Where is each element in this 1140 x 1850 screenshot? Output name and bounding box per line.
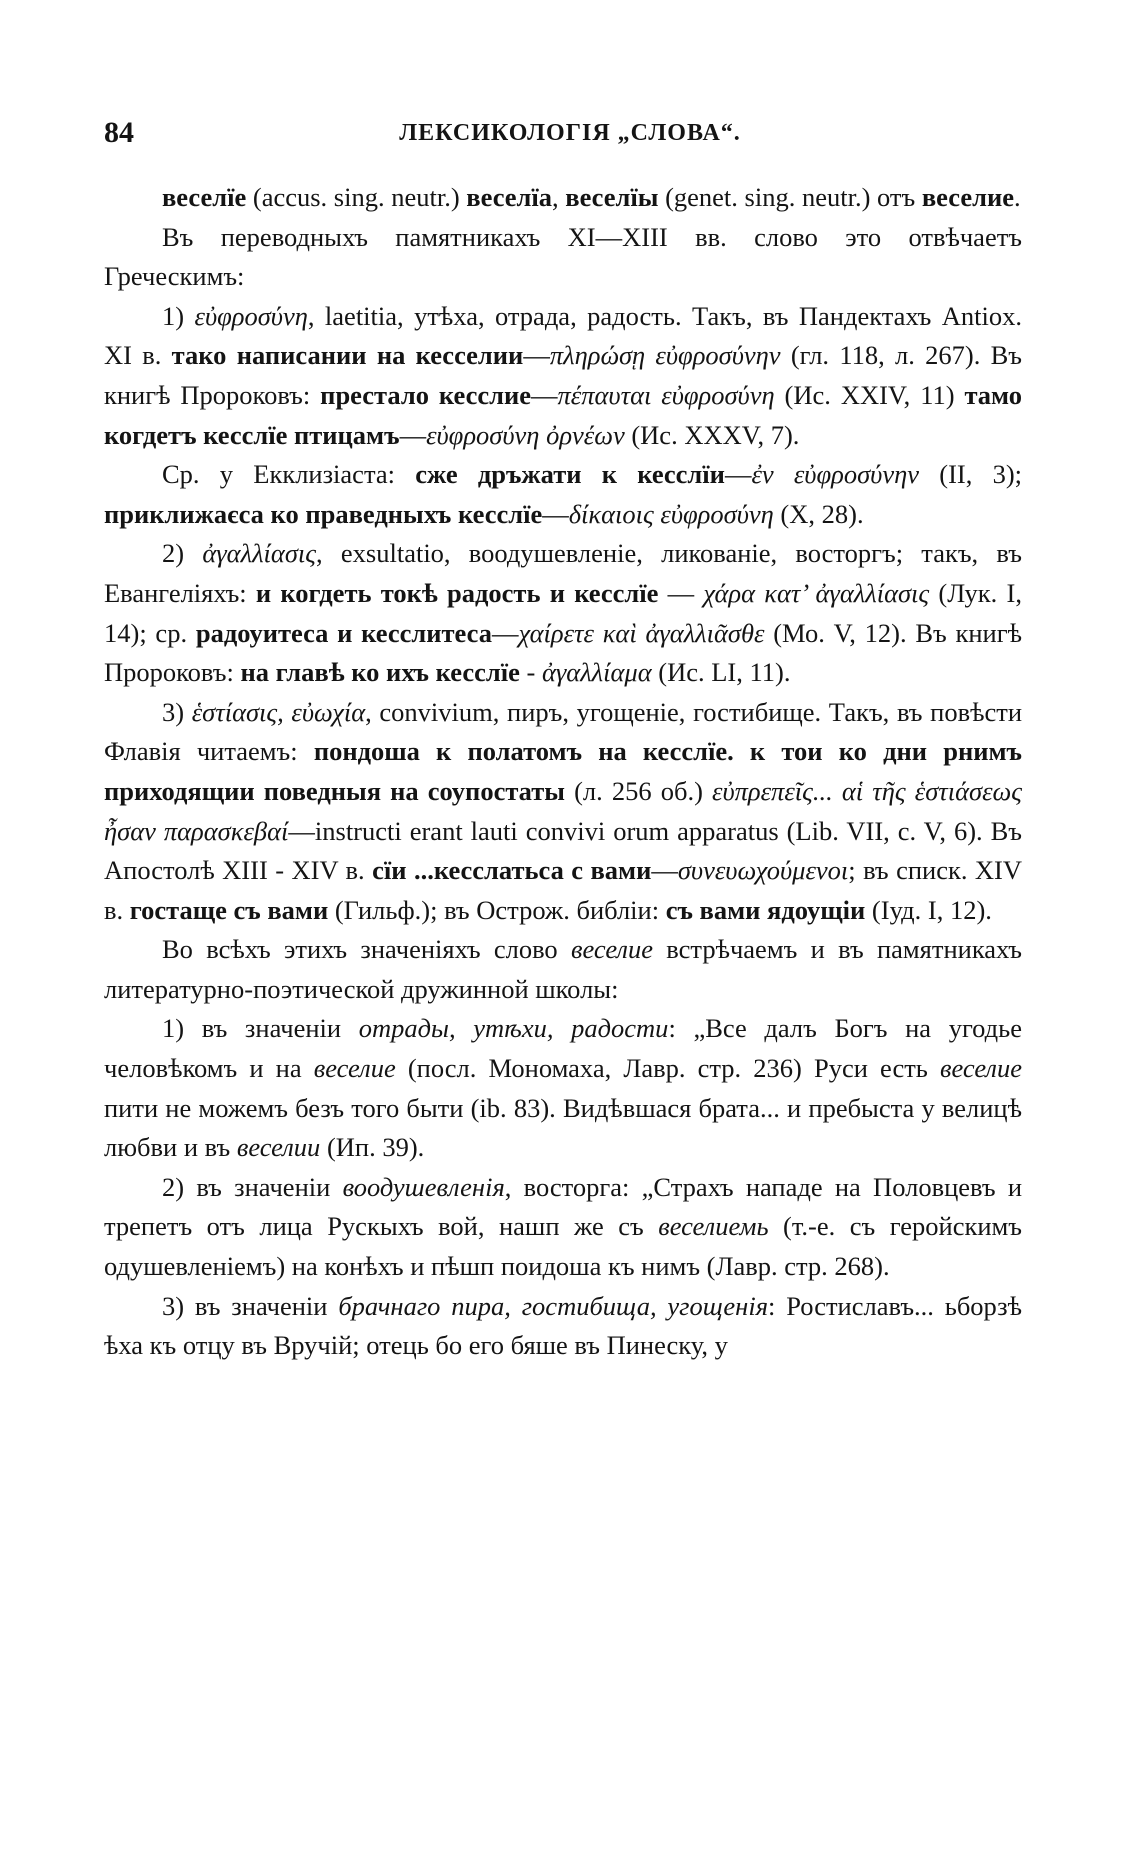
text-run: (X, 28).	[773, 498, 864, 529]
page-header	[104, 116, 1036, 156]
text-run: 2)	[162, 538, 203, 569]
greek-term: χάρα κατ’ ἀγαλλίασις	[703, 577, 930, 608]
text-run: 3) въ значеніи	[162, 1290, 339, 1321]
text-run: (т.-е. съ геройскимъ одушевленіемъ) на конѣхъ и пѣшп поидоша къ нимъ (Лавр. стр. 268).	[104, 1211, 1023, 1282]
greek-term: δίκαιοις εὐφροσύνη	[568, 498, 774, 529]
church-slavonic-quote: радоуитеса и кесслитеса	[195, 617, 492, 648]
text-run: (accus. sing. neutr.)	[246, 182, 467, 212]
greek-term: πέπαυται εὐφροσύνη	[557, 379, 775, 410]
church-slavonic-quote: пондоша к полатомъ на кесслїе. к тои ко дни рнимъ приходящии поведныя на соупостаты	[104, 736, 1022, 806]
greek-term: ἀγαλλίαμα	[541, 657, 652, 688]
text-run: —instructi erant lauti convivi orum apparatus (Lib. VII, c. V, 6). Въ Апостолѣ XIII - XIV в.	[104, 815, 1023, 886]
text-run: (genet. sing. neutr.) отъ	[658, 182, 922, 212]
greek-term: εὐφροσύνη ὀρνέων	[426, 419, 625, 450]
text-run: —	[542, 498, 569, 529]
church-slavonic-quote: престало кесслие	[320, 379, 532, 410]
greek-term: πληρώσῃ εὐφροσύνην	[549, 340, 781, 371]
emphasis-term: брачнаго пира, гостибища, угощенія	[338, 1290, 769, 1321]
text-run: —	[724, 459, 752, 490]
greek-term: εὐφροσύνη	[194, 300, 308, 331]
emphasis-term: отрады, утѣхи, радости	[358, 1013, 669, 1044]
church-slavonic-quote: тако написании на кесселии	[171, 340, 524, 371]
paragraph-headword-entry	[104, 178, 1022, 218]
church-slavonic-quote: тамо когдетъ кесслїе птицамъ	[104, 379, 1022, 450]
church-slavonic-quote: веселїа	[466, 182, 553, 212]
text-run: ; въ списк. XIV в.	[104, 855, 1022, 925]
text-run: (Мо. V, 12). Въ книгѣ Пророковъ:	[104, 617, 1022, 688]
church-slavonic-quote: веселие	[921, 182, 1014, 212]
text-run: 1)	[162, 300, 195, 331]
paragraph-translation-intro	[104, 218, 1022, 297]
church-slavonic-quote: на главѣ ко ихъ кесслїе	[240, 657, 520, 688]
text-run: —	[658, 577, 704, 608]
text-run: , convivium, пиръ, угощеніе, гостибище. Такъ, въ повѣсти Флавія читаемъ:	[104, 696, 1022, 767]
text-run: : „Все далъ Богъ на угодье человѣкомъ и на	[104, 1013, 1022, 1084]
church-slavonic-quote: и когдеть токѣ радость и кесслїе	[255, 577, 659, 608]
text-run: -	[519, 657, 542, 688]
text-run: (Ис. XXIV, 11)	[774, 379, 965, 410]
text-run: .	[1014, 182, 1021, 212]
text-run: —	[651, 855, 678, 886]
emphasis-term: воодушевленія	[342, 1171, 505, 1202]
text-run: —	[491, 617, 519, 648]
church-slavonic-quote: приклижаєса ко праведныхъ кесслїе	[104, 498, 543, 529]
text-run: (Ис. XXXV, 7).	[624, 419, 800, 450]
text-run: (посл. Мономаха, Лавр. стр. 236) Руси есть	[395, 1053, 940, 1084]
text-run: —	[399, 419, 427, 450]
paragraph-ecclesiastes-ref	[104, 455, 1022, 534]
church-slavonic-quote: сже дръжати к кесслїи	[415, 459, 725, 490]
emphasis-term: веселиемь	[658, 1211, 769, 1242]
greek-term: εὐπρεπεῖς... αἱ τῆς ἑστιάσεως ἦσαν παρασκεβαί	[104, 775, 1023, 846]
running-title: ЛЕКСИКОЛОГІЯ „СЛОВА“.	[399, 120, 741, 146]
emphasis-term: веселие	[313, 1053, 396, 1084]
text-run: , laetitia, утѣха, отрада, радость. Такъ, въ Пандектахъ Antioх. XI в.	[104, 300, 1022, 371]
text-run: пити не можемъ безъ того быти (ib. 83). Видѣвшася брата... и пребыста у велицѣ любви и въ	[104, 1092, 1022, 1163]
text-run: —	[523, 340, 550, 371]
paragraph-sense-2	[104, 534, 1022, 692]
greek-term: χαίρετε καὶ ἀγαλλιᾶσθε	[518, 617, 765, 648]
text-run: (Ис. LI, 11).	[651, 657, 791, 688]
emphasis-term: веселие	[570, 934, 653, 965]
paragraph-meaning-1	[104, 1009, 1022, 1167]
church-slavonic-quote: веселїы	[565, 182, 659, 212]
text-run: , восторга: „Страхъ нападе на Половцевъ и трепетъ отъ лица Рускыхъ вой, нашп же съ	[104, 1171, 1023, 1242]
paragraph-sense-1	[104, 297, 1022, 455]
text-run: (Лук. I, 14); ср.	[104, 577, 1022, 648]
text-run: встрѣчаемъ и въ памятникахъ литературно-поэтической дружинной школы:	[104, 934, 1022, 1004]
greek-term: ἑστίασις, εὐωχία	[191, 696, 366, 727]
page-number: 84	[104, 116, 134, 149]
text-run: (Іуд. I, 12).	[865, 894, 992, 925]
text-run: (II, 3);	[919, 459, 1023, 490]
text-run: , exsultatio, воодушевленіе, ликованіе, восторгъ; такъ, въ Евангеліяхъ:	[104, 538, 1022, 608]
church-slavonic-quote: съ вами ядоущіи	[665, 894, 866, 925]
text-run: ,	[552, 182, 566, 212]
text-run: 2) въ значеніи	[162, 1171, 343, 1202]
text-run: —	[531, 379, 558, 410]
church-slavonic-quote: веселїе	[162, 182, 247, 212]
paragraph-druzhina-intro	[104, 930, 1022, 1009]
emphasis-term: веселии	[236, 1132, 321, 1163]
paragraph-meaning-2	[104, 1168, 1022, 1287]
greek-term: συνευωχούμενοι	[677, 855, 849, 886]
greek-term: ἀγαλλίασις	[202, 538, 317, 569]
body-text	[104, 178, 1022, 1366]
church-slavonic-quote: гостаще съ вами	[129, 894, 329, 925]
text-run: Во всѣхъ этихъ значеніяхъ слово	[162, 934, 571, 965]
paragraph-sense-3	[104, 693, 1022, 931]
text-run: (Ип. 39).	[320, 1132, 425, 1163]
text-run: 3)	[162, 696, 192, 727]
text-run: (гл. 118, л. 267). Въ книгѣ Пророковъ:	[104, 340, 1022, 410]
text-run: 1) въ значеніи	[162, 1013, 359, 1044]
paragraph-meaning-3	[104, 1287, 1022, 1366]
greek-term: ἐν εὐφροσύνην	[751, 459, 920, 490]
text-run: Ср. у Екклизіаста:	[162, 459, 416, 490]
emphasis-term: веселие	[940, 1053, 1022, 1084]
text-run: Въ переводныхъ памятникахъ XI—XIII вв. слово это отвѣчаетъ Греческимъ:	[104, 221, 1022, 292]
church-slavonic-quote: сїи ...кесслатьса с вами	[372, 855, 652, 886]
text-run: (Гильф.); въ Острож. библіи:	[328, 894, 666, 925]
text-run: : Ростиславъ... ьборзѣ ѣха къ отцу въ Вручій; отець бо его бяше въ Пинеску, у	[104, 1290, 1022, 1361]
text-run: (л. 256 об.)	[564, 775, 713, 806]
